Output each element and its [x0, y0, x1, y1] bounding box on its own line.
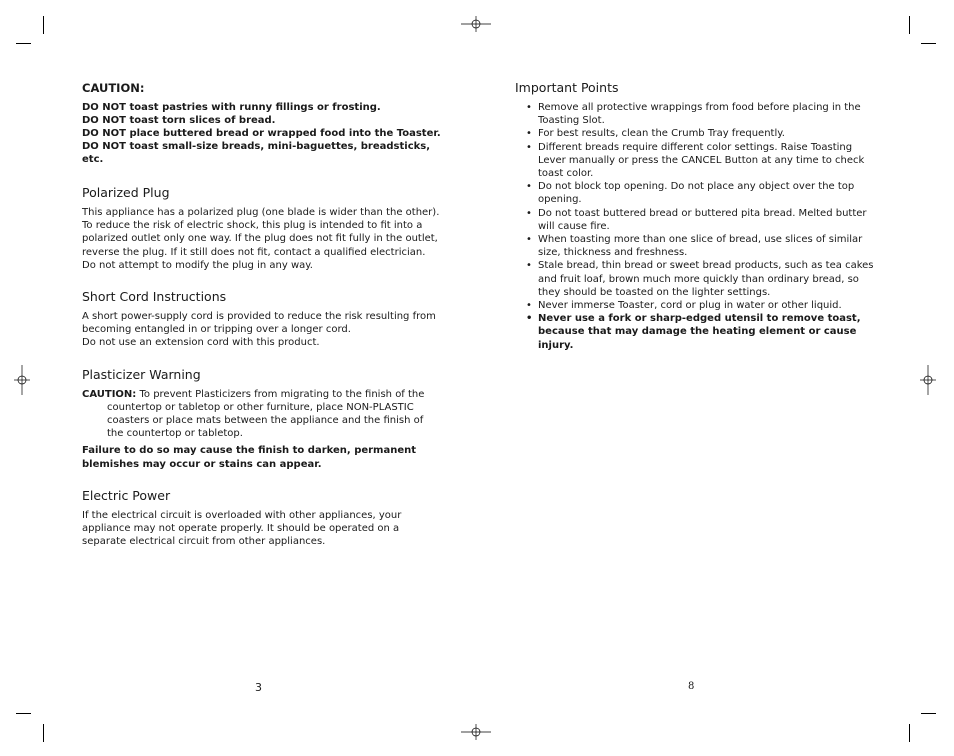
left-page-column — [82, 80, 442, 565]
crop-mark-top-right-v — [909, 16, 910, 34]
list-item: • When toasting more than one slice of bread, use slices of similar size, thickness and freshness. — [515, 233, 875, 259]
caution-line: DO NOT toast torn slices of bread. — [82, 115, 276, 126]
crop-mark-bottom-left-v — [43, 724, 44, 742]
short-cord-extension-note: Do not use an extension cord with this product. — [82, 337, 320, 349]
plasticizer-heading: Plasticizer Warning — [82, 366, 201, 382]
list-item: • Never use a fork or sharp-edged utensil to remove toast, because that may damage the heating element or cause injury. — [515, 312, 875, 352]
list-item: • Do not toast buttered bread or buttered pita bread. Melted butter will cause fire. — [515, 207, 875, 233]
electric-power-body: If the electrical circuit is overloaded with other appliances, your appliance may not operate properly. It should be operated on a separate electrical circuit from other appliances. — [82, 509, 402, 548]
list-item: • Never immerse Toaster, cord or plug in water or other liquid. — [515, 299, 875, 312]
page-number-right: 8 — [688, 681, 695, 692]
important-points-list — [515, 101, 875, 352]
crop-mark-top-right-h — [921, 43, 936, 44]
plasticizer-caution-text: To prevent Plasticizers from migrating to the finish of the countertop or tabletop or other furniture, place NON-PLASTIC coasters or place mats between the appliance and the finish of the countertop or tabletop. — [107, 388, 425, 440]
plasticizer-failure-warning: Failure to do so may cause the finish to darken, permanent blemishes may occur or stains can appear. — [82, 445, 417, 470]
list-item: • Different breads require different color settings. Raise Toasting Lever manually or press the CANCEL Button at any time to check toast color. — [515, 141, 875, 181]
polarized-plug-section — [82, 185, 442, 272]
caution-line: DO NOT toast small-size breads, mini-baguettes, breadsticks, etc. — [82, 141, 431, 165]
plasticizer-caution — [82, 388, 442, 441]
polarized-plug-heading: Polarized Plug — [82, 185, 170, 200]
important-points-heading: Important Points — [515, 80, 619, 95]
electric-power-section — [82, 488, 442, 549]
list-item: • For best results, clean the Crumb Tray frequently. — [515, 127, 875, 140]
crop-mark-bottom-left-h — [16, 713, 31, 714]
plasticizer-section — [82, 367, 442, 471]
list-item: • Do not block top opening. Do not place any object over the top opening. — [515, 180, 875, 206]
caution-lines — [82, 101, 442, 166]
plasticizer-caution-label: CAUTION: — [82, 388, 137, 400]
list-item: • Remove all protective wrappings from food before placing in the Toasting Slot. — [515, 101, 875, 127]
caution-heading: CAUTION: — [82, 81, 145, 95]
caution-line: DO NOT place buttered bread or wrapped food into the Toaster. — [82, 128, 441, 139]
crop-mark-bottom-right-v — [909, 724, 910, 742]
short-cord-body: A short power-supply cord is provided to reduce the risk resulting from becoming entangled in or tripping over a longer cord. — [82, 311, 436, 336]
crop-mark-top-left-v — [43, 16, 44, 34]
page-number-left: 3 — [255, 681, 262, 694]
caution-section — [82, 80, 442, 166]
registration-mark-left — [10, 365, 34, 395]
registration-mark-right — [916, 365, 940, 395]
registration-mark-top — [461, 14, 491, 34]
electric-power-heading: Electric Power — [82, 487, 171, 503]
registration-mark-bottom — [461, 722, 491, 742]
right-page-column — [515, 80, 875, 369]
polarized-plug-body: This appliance has a polarized plug (one blade is wider than the other). To reduce the risk of electric shock, this plug is intended to fit into a polarized outlet only one way. If the plug does not fit fully in the outlet, reverse the plug. If it still does not fit, contact a qualified electrician. Do not attempt to modify the plug in any way. — [82, 207, 440, 271]
short-cord-section — [82, 289, 442, 350]
short-cord-heading: Short Cord Instructions — [82, 289, 227, 305]
crop-mark-top-left-h — [16, 43, 31, 44]
caution-line: DO NOT toast pastries with runny fillings or frosting. — [82, 102, 381, 113]
crop-mark-bottom-right-h — [921, 713, 936, 714]
list-item: • Stale bread, thin bread or sweet bread products, such as tea cakes and fruit loaf, brown much more quickly than ordinary bread, so they should be toasted on the lighter settings. — [515, 259, 875, 299]
important-points-section — [515, 80, 875, 352]
